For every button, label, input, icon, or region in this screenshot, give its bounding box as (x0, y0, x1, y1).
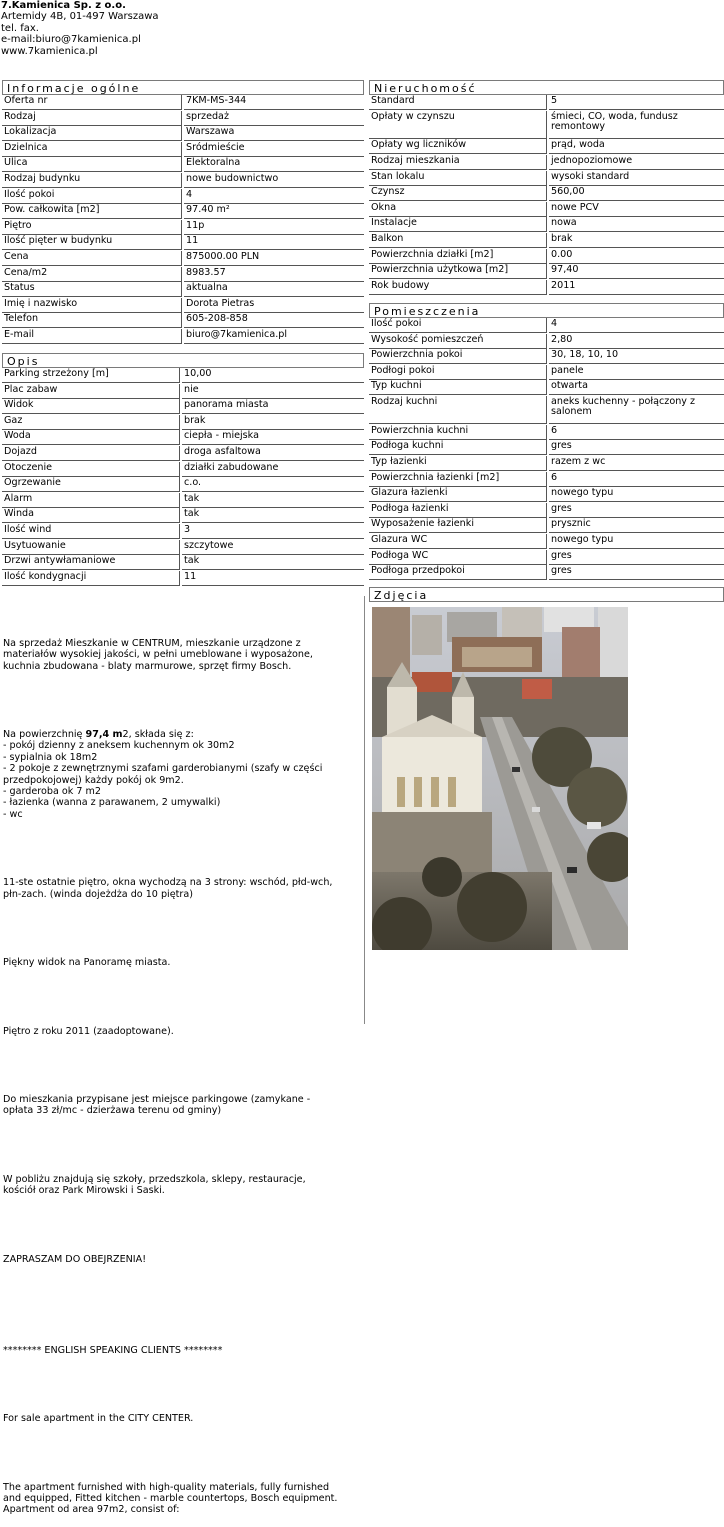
agency-website: www.7kamienica.pl (1, 45, 98, 57)
desc-paragraph-4: Piękny widok na Panoramę miasta. (3, 957, 171, 969)
desc-paragraph-6: Do mieszkania przypisane jest miejsce parkingowe (zamykane - opłata 33 zł/mc - dzierżawa terenu od gminy) (3, 1093, 311, 1117)
desc-paragraph-10: For sale apartment in the CITY CENTER. (3, 1413, 194, 1425)
row-label: Typ kuchni (369, 380, 547, 395)
row-value: 6 (549, 472, 724, 487)
row-value: tak (182, 508, 364, 523)
row-value: panorama miasta (182, 399, 364, 414)
row-label: Dzielnica (2, 142, 182, 157)
row-value: 875000.00 PLN (184, 251, 364, 266)
row-value: Śródmieście (184, 142, 364, 157)
row-label: Cena (2, 251, 182, 266)
table-row (369, 217, 724, 232)
row-label: Stan lokalu (369, 171, 547, 186)
rooms-section (369, 303, 724, 583)
column-divider (364, 596, 365, 1024)
row-value: śmieci, CO, woda, fundusz remontowy (549, 111, 724, 139)
row-value: nowa (549, 217, 724, 232)
row-label: Rodzaj kuchni (369, 396, 547, 424)
table-row (2, 157, 364, 172)
row-label: Typ łazienki (369, 456, 547, 471)
table-row (2, 399, 364, 414)
table-row (369, 202, 724, 217)
row-value: nowego typu (549, 534, 724, 549)
row-label: Glazura łazienki (369, 487, 547, 502)
property-table (369, 95, 724, 295)
description-section (2, 353, 364, 586)
table-row (2, 282, 364, 297)
row-value: razem z wc (549, 456, 724, 471)
general-section (2, 80, 364, 343)
table-row (369, 425, 724, 440)
table-row (369, 95, 724, 110)
table-row (2, 368, 364, 383)
row-value: szczytowe (182, 540, 364, 555)
row-label: Usytuowanie (2, 540, 180, 555)
row-label: Wysokość pomieszczeń (369, 334, 547, 349)
table-row (2, 111, 364, 126)
table-row (369, 139, 724, 154)
table-row (369, 396, 724, 424)
table-row (2, 555, 364, 570)
row-label: Powierzchnia użytkowa [m2] (369, 264, 547, 279)
row-label: Ilość kondygnacji (2, 571, 180, 586)
row-value: 2011 (549, 280, 724, 295)
row-value: 11 (182, 571, 364, 586)
row-label: Otoczenie (2, 462, 180, 477)
row-label: Rodzaj budynku (2, 173, 182, 188)
row-value: 7KM-MS-344 (184, 95, 364, 110)
row-value: gres (549, 565, 724, 580)
row-value: prysznic (549, 518, 724, 533)
table-row (369, 534, 724, 549)
row-label: Glazura WC (369, 534, 547, 549)
row-label: Plac zabaw (2, 384, 180, 399)
row-value: 2,80 (549, 334, 724, 349)
row-value: jednopoziomowe (549, 155, 724, 170)
table-row (2, 267, 364, 282)
table-row (2, 189, 364, 204)
general-table (2, 95, 364, 343)
property-photo[interactable] (372, 607, 628, 950)
row-label: Powierzchnia pokoi (369, 349, 547, 364)
row-label: Drzwi antywłamaniowe (2, 555, 180, 570)
row-label: Standard (369, 95, 547, 110)
table-row (369, 233, 724, 248)
row-value: nowego typu (549, 487, 724, 502)
table-row (2, 446, 364, 461)
row-value: 97,40 (549, 264, 724, 279)
table-row (369, 186, 724, 201)
table-row (2, 204, 364, 219)
table-row (2, 220, 364, 235)
row-value: gres (549, 503, 724, 518)
desc-paragraph-7: W pobliżu znajdują się szkoły, przedszkola, sklepy, restauracje, kościół oraz Park Mirowski i Saski. (3, 1173, 306, 1197)
table-row (369, 487, 724, 502)
row-label: Widok (2, 399, 180, 414)
table-row (2, 235, 364, 250)
row-label: Powierzchnia działki [m2] (369, 249, 547, 264)
row-value: nie (182, 384, 364, 399)
desc-paragraph-3: 11-ste ostatnie piętro, okna wychodzą na 3 strony: wschód, płd-wch, płn-zach. (winda dojeżdża do 10 piętra) (3, 877, 333, 900)
row-value: nowe PCV (549, 202, 724, 217)
desc-paragraph-11: The apartment furnished with high-quality materials, fully furnished and equipped, Fitted kitchen - marble countertops, Bosch equipment. Apartment od area 97m2, consist of: (3, 1481, 338, 1516)
row-label: Rodzaj (2, 111, 182, 126)
row-value: 30, 18, 10, 10 (549, 349, 724, 364)
row-value: 560,00 (549, 186, 724, 201)
row-value: Dorota Pietras (184, 298, 364, 313)
table-row (369, 472, 724, 487)
section-title-general: Informacje ogólne (2, 80, 364, 95)
table-row (2, 430, 364, 445)
row-label: Rodzaj mieszkania (369, 155, 547, 170)
row-value: ciepła - miejska (182, 430, 364, 445)
row-value: tak (182, 493, 364, 508)
agency-phone: tel. fax. (1, 22, 39, 34)
row-value: brak (549, 233, 724, 248)
row-label: Podłogi pokoi (369, 365, 547, 380)
row-label: Podłoga WC (369, 550, 547, 565)
table-row (2, 462, 364, 477)
section-title-property: Nieruchomość (369, 80, 724, 95)
row-value: sprzedaż (184, 111, 364, 126)
table-row (2, 298, 364, 313)
section-title-description: Opis (2, 353, 364, 368)
table-row (2, 508, 364, 523)
row-value: Warszawa (184, 126, 364, 141)
row-value: 97.40 m² (184, 204, 364, 219)
table-row (2, 126, 364, 141)
row-label: Parking strzeżony [m] (2, 368, 180, 383)
table-row (369, 456, 724, 471)
row-label: Oferta nr (2, 95, 182, 110)
row-value: biuro@7kamienica.pl (184, 329, 364, 344)
agency-name: 7.Kamienica Sp. z o.o. (1, 0, 126, 11)
table-row (369, 550, 724, 565)
row-label: Cena/m2 (2, 267, 182, 282)
table-row (369, 503, 724, 518)
table-row (369, 264, 724, 279)
row-label: Opłaty wg liczników (369, 139, 547, 154)
row-value: 11p (184, 220, 364, 235)
table-row (369, 518, 724, 533)
city-photo-image (372, 607, 628, 950)
row-label: Ilość pokoi (2, 189, 182, 204)
row-value: 10,00 (182, 368, 364, 383)
table-row (2, 173, 364, 188)
row-value: 4 (184, 189, 364, 204)
row-label: Ulica (2, 157, 182, 172)
table-row (369, 565, 724, 580)
row-value: prąd, woda (549, 139, 724, 154)
photos-section (369, 587, 724, 602)
table-row (2, 142, 364, 157)
row-label: Lokalizacja (2, 126, 182, 141)
row-label: E-mail (2, 329, 182, 344)
row-label: Woda (2, 430, 180, 445)
row-label: Czynsz (369, 186, 547, 201)
table-row (369, 380, 724, 395)
table-row (369, 111, 724, 139)
row-value: droga asfaltowa (182, 446, 364, 461)
table-row (2, 540, 364, 555)
row-label: Imię i nazwisko (2, 298, 182, 313)
agency-email: e-mail:biuro@7kamienica.pl (1, 34, 141, 46)
property-section (369, 80, 724, 295)
table-row (369, 280, 724, 295)
row-value: c.o. (182, 477, 364, 492)
table-row (369, 318, 724, 333)
table-row (369, 440, 724, 455)
row-value: 5 (549, 95, 724, 110)
row-value: 4 (549, 318, 724, 333)
row-label: Winda (2, 508, 180, 523)
table-row (369, 365, 724, 380)
table-row (369, 171, 724, 186)
row-value: 0.00 (549, 249, 724, 264)
row-value: aneks kuchenny - połączony z salonem (549, 396, 724, 424)
table-row (2, 571, 364, 586)
row-label: Pow. całkowita [m2] (2, 204, 182, 219)
row-label: Ilość pokoi (369, 318, 547, 333)
row-label: Balkon (369, 233, 547, 248)
row-label: Piętro (2, 220, 182, 235)
row-label: Ogrzewanie (2, 477, 180, 492)
desc-paragraph-5: Piętro z roku 2011 (zaadoptowane). (3, 1025, 174, 1037)
table-row (2, 524, 364, 539)
table-row (2, 329, 364, 344)
row-label: Opłaty w czynszu (369, 111, 547, 139)
description-text (3, 615, 359, 1527)
row-value: Elektoralna (184, 157, 364, 172)
desc-paragraph-8: ZAPRASZAM DO OBEJRZENIA! (3, 1253, 147, 1265)
table-row (369, 249, 724, 264)
row-label: Status (2, 282, 182, 297)
row-label: Podłoga kuchni (369, 440, 547, 455)
row-label: Powierzchnia kuchni (369, 425, 547, 440)
row-value: gres (549, 550, 724, 565)
row-label: Okna (369, 202, 547, 217)
desc-paragraph-9: ******** ENGLISH SPEAKING CLIENTS ******** (3, 1344, 223, 1356)
row-label: Ilość wind (2, 524, 180, 539)
table-row (2, 477, 364, 492)
row-value: nowe budownictwo (184, 173, 364, 188)
table-row (2, 251, 364, 266)
row-value: 6 (549, 425, 724, 440)
desc-paragraph-2: Na powierzchnię 97,4 m2, składa się z: - pokój dzienny z aneksem kuchennym ok 30m2 - sypialnia ok 18m2 - 2 pokoje z zewnętrznymi szafami garderobianymi (szafy w części przedpokojowej) każdy pokój ok 9m2. - garderoba ok 7 m2 - łazienka (wanna z parawanem, 2 umywalki) - wc (3, 729, 323, 820)
row-value: 11 (184, 235, 364, 250)
desc-paragraph-1: Na sprzedaż Mieszkanie w CENTRUM, mieszkanie urządzone z materiałów wysokiej jakości, w pełni umeblowane i wyposażone, kuchnia zbudowana - blaty marmurowe, sprzęt firmy Bosch. (3, 637, 313, 672)
section-title-photos: Zdjęcia (369, 587, 724, 602)
row-label: Telefon (2, 313, 182, 328)
row-label: Wyposażenie łazienki (369, 518, 547, 533)
row-value: gres (549, 440, 724, 455)
row-label: Rok budowy (369, 280, 547, 295)
row-value: aktualna (184, 282, 364, 297)
row-value: brak (182, 415, 364, 430)
table-row (369, 349, 724, 364)
table-row (369, 334, 724, 349)
row-label: Podłoga łazienki (369, 503, 547, 518)
row-value: działki zabudowane (182, 462, 364, 477)
table-row (2, 384, 364, 399)
row-value: tak (182, 555, 364, 570)
row-label: Ilość pięter w budynku (2, 235, 182, 250)
row-label: Powierzchnia łazienki [m2] (369, 472, 547, 487)
row-value: otwarta (549, 380, 724, 395)
table-row (369, 155, 724, 170)
description-table (2, 368, 364, 586)
table-row (2, 95, 364, 110)
row-label: Instalacje (369, 217, 547, 232)
row-label: Dojazd (2, 446, 180, 461)
rooms-table (369, 318, 724, 583)
agency-address: Artemidy 4B, 01-497 Warszawa (1, 11, 159, 23)
row-label: Podłoga przedpokoi (369, 565, 547, 580)
row-label: Gaz (2, 415, 180, 430)
section-title-rooms: Pomieszczenia (369, 303, 724, 318)
row-value: wysoki standard (549, 171, 724, 186)
row-value: 3 (182, 524, 364, 539)
table-row (2, 493, 364, 508)
table-row (2, 415, 364, 430)
row-value: 8983.57 (184, 267, 364, 282)
row-value: panele (549, 365, 724, 380)
row-label: Alarm (2, 493, 180, 508)
row-value: 605-208-858 (184, 313, 364, 328)
table-row (2, 313, 364, 328)
agency-header (1, 0, 159, 57)
